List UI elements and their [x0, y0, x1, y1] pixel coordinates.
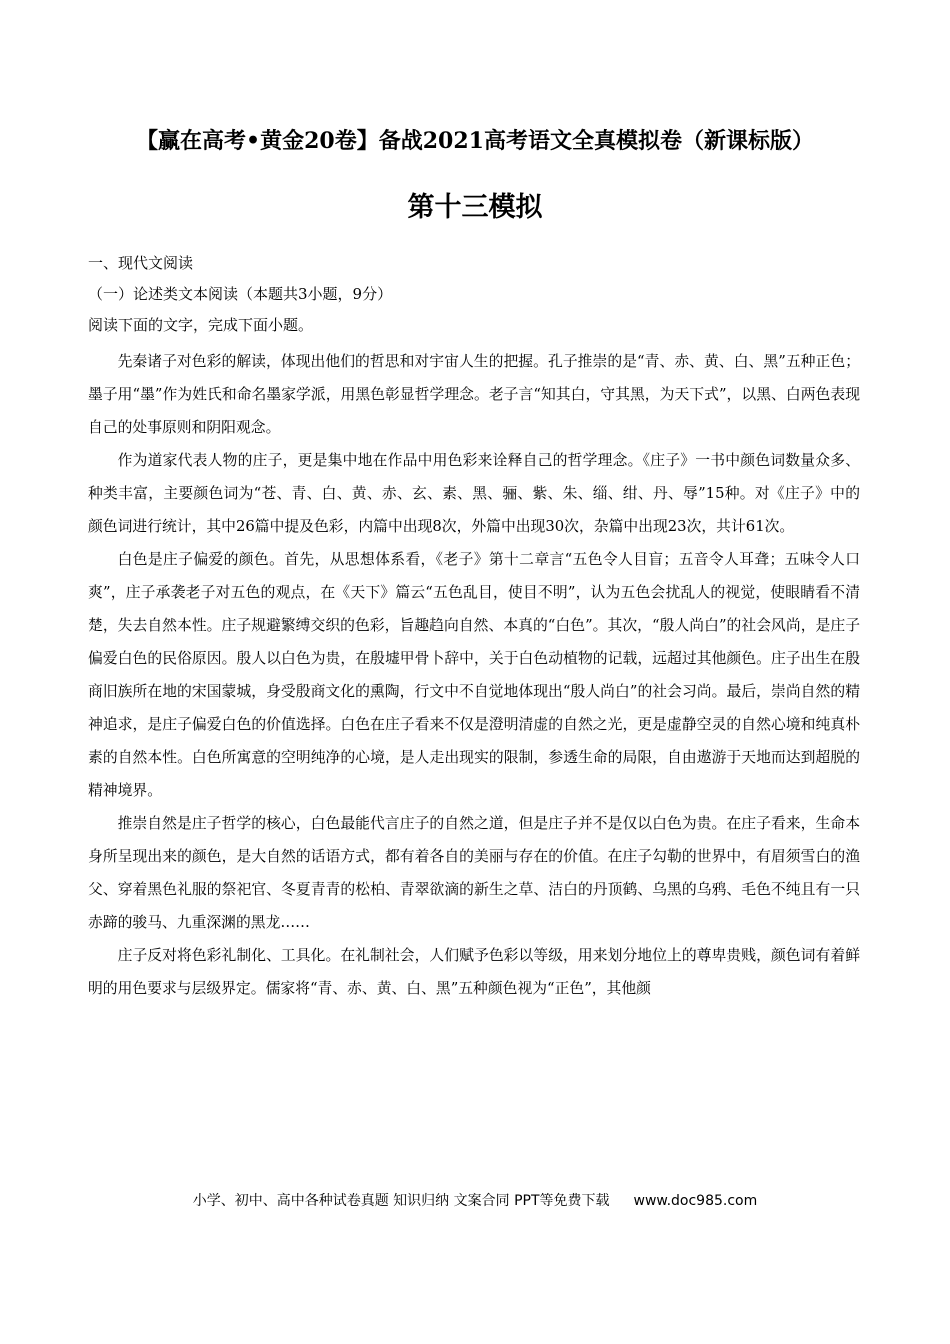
document-title: 【赢在高考•黄金20卷】备战2021高考语文全真模拟卷（新课标版） [136, 128, 814, 154]
subsection-heading: （一）论述类文本阅读（本题共3小题，9分） [88, 285, 393, 303]
document-subtitle: 第十三模拟 [407, 192, 543, 223]
paragraph-1: 先秦诸子对色彩的解读，体现出他们的哲思和对宇宙人生的把握。孔子推崇的是“青、赤、黄、白、黑”五种正色；墨子用“墨”作为姓氏和命名墨家学派，用黑色彰显哲学理念。老子言“知其白，守其黑，为天下式”，以黑、白两色表现自己的处事原则和阴阳观念。 [88, 353, 860, 436]
document-body [88, 248, 860, 1005]
paragraph-4: 推崇自然是庄子哲学的核心，白色最能代言庄子的自然之道，但是庄子并不是仅以白色为贵。在庄子看来，生命本身所呈现出来的颜色，是大自然的话语方式，都有着各自的美丽与存在的价值。在庄子勾勒的世界中，有眉须雪白的渔父、穿着黑色礼服的祭祀官、冬夏青青的松柏、青翠欲滴的新生之草、洁白的丹顶鹤、乌黑的乌鸦、毛色不纯且有一只赤蹄的骏马、九重深渊的黑龙…… [88, 815, 860, 931]
paragraph-5: 庄子反对将色彩礼制化、工具化。在礼制社会，人们赋予色彩以等级，用来划分地位上的尊卑贵贱，颜色词有着鲜明的用色要求与层级界定。儒家将“青、赤、黄、白、黑”五种颜色视为“正色”，其他颜 [88, 947, 860, 997]
reading-instruction: 阅读下面的文字，完成下面小题。 [88, 316, 314, 334]
paragraph-2: 作为道家代表人物的庄子，更是集中地在作品中用色彩来诠释自己的哲学理念。《庄子》一书中颜色词数量众多、种类丰富，主要颜色词为“苍、青、白、黄、赤、玄、素、黑、骊、紫、朱、缁、绀、丹、辱”15种。对《庄子》中的颜色词进行统计，其中26篇中提及色彩，内篇中出现8次，外篇中出现30次，杂篇中出现23次，共计61次。 [88, 452, 860, 535]
footer-site-link[interactable]: www.doc985.com [633, 1193, 758, 1209]
paragraph-3: 白色是庄子偏爱的颜色。首先，从思想体系看，《老子》第十二章言“五色令人目盲；五音令人耳聋；五味令人口爽”，庄子承袭老子对五色的观点，在《天下》篇云“五色乱目，使目不明”，认为五色会扰乱人的视觉，使眼睛看不清楚，失去自然本性。庄子规避繁缚交织的色彩，旨趣趋向自然、本真的“白色”。其次，“殷人尚白”的社会风尚，是庄子偏爱白色的民俗原因。殷人以白色为贵，在殷墟甲骨卜辞中，关于白色动植物的记载，远超过其他颜色。庄子出生在殷商旧族所在地的宋国蒙城，身受殷商文化的熏陶，行文中不自觉地体现出“殷人尚白”的社会习尚。最后，崇尚自然的精神追求，是庄子偏爱白色的价值选择。白色在庄子看来不仅是澄明清虚的自然之光，更是虚静空灵的自然心境和纯真朴素的自然本性。白色所寓意的空明纯净的心境，是人走出现实的限制，参透生命的局限，自由遨游于天地而达到超脱的精神境界。 [88, 551, 860, 799]
page-footer [60, 1190, 890, 1212]
footer-text: 小学、初中、高中各种试卷真题 知识归纳 文案合同 PPT等免费下载 [192, 1193, 610, 1209]
section-heading: 一、现代文阅读 [88, 254, 194, 272]
